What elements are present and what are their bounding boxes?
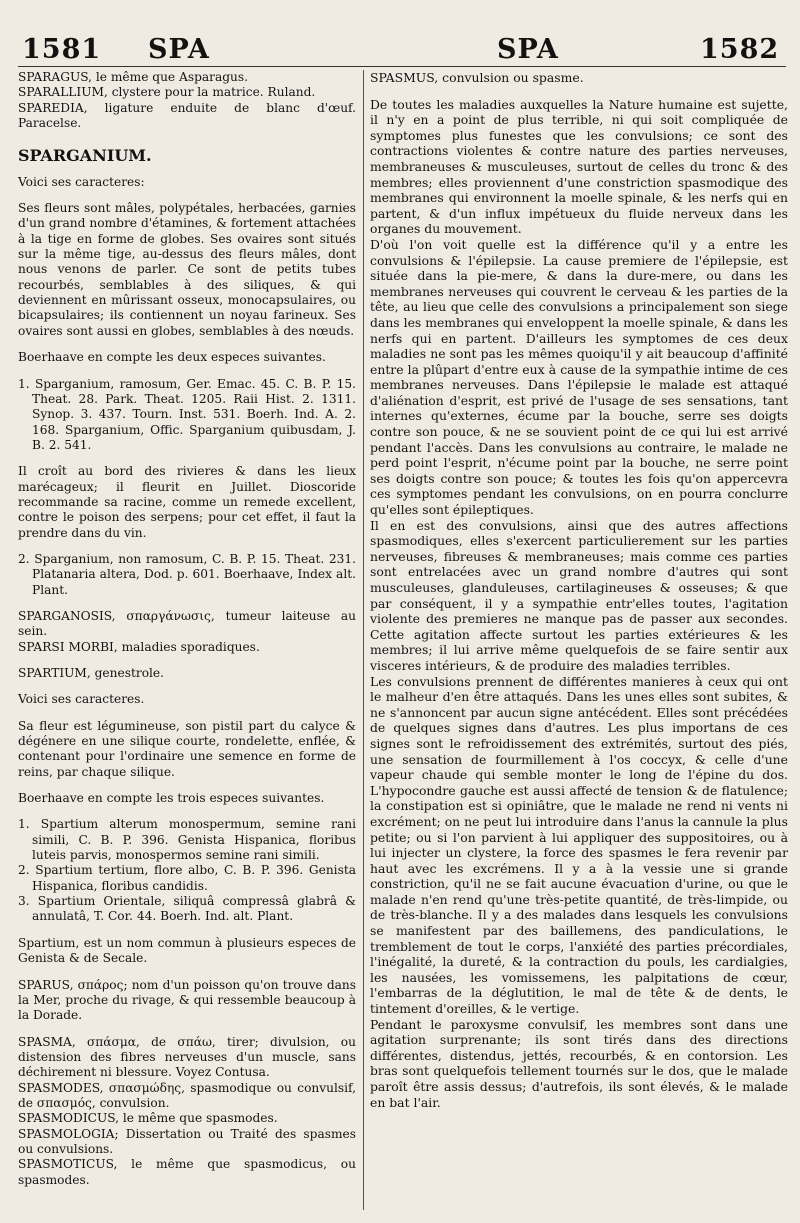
entry-sparus: SPARUS, σπάρος; nom d'un poisson qu'on trouve dans la Mer, proche du rivage, & qui ressemble beaucoup à la Dorade. <box>18 977 356 1023</box>
spartium-species-3: 3. Spartium Orientale, siliquâ compressâ glabrâ & annulatâ, T. Cor. 44. Boerh. Ind. alt. Plant. <box>18 894 356 924</box>
spasmus-paragraph-1: De toutes les maladies auxquelles la Nature humaine est sujette, il n'y en a point de plus terrible, ni qui soit compliquée de symptomes plus funestes que les convulsions; ce sont des contractions violentes & contre nature des parties nerveuses, membraneuses & musculeuses, surtout de celles du tronc & des membres; elles proviennent d'une constriction spasmodique des membranes qui environnent la moelle spinale, & les nerfs qui en partent, & d'un influx impétueux du fluide nerveux dans les organes du mouvement. <box>370 96 788 237</box>
spasmus-paragraph-5: Pendant le paroxysme convulsif, les membres sont dans une agitation surprenante; ils sont tirés dans des directions différentes, distendus, jettés, recourbés, & en contorsion. Les bras sont quelquefois tellement tournés sur le dos, que le malade paroît être assis dessus; d'autrefois, ils sont élevés, & le malade en bat l'air. <box>370 1016 788 1110</box>
sparganium-species-1: 1. Sparganium, ramosum, Ger. Emac. 45. C. B. P. 15. Theat. 28. Park. Theat. 1205. Raii Hist. 2. 1311. Synop. 3. 437. Tourn. Inst. 531. Boerh. Ind. A. 2. 168. Sparganium, Offic. Sparganium quibusdam, J. B. 2. 541. <box>18 376 356 452</box>
spasmus-paragraph-2: D'où l'on voit quelle est la différence qu'il y a entre les convulsions & l'épilepsie. La cause premiere de l'épilepsie, est située dans la pie-mere, & dans la dure-mere, ou dans les membranes nerveuses qui couvrent le cerveau & les parties de la tête, au lieu que celle des convulsions a principalement son siege dans les membranes qui enveloppent la moelle spinale, & dans les nerfs qui en partent. D'ailleurs les symptomes de ces deux maladies ne sont pas les mêmes quoiqu'il y ait beaucoup d'affinité entre la plûpart d'entre eux à cause de la sympathie intime de ces membranes nerveuses. Dans l'épilepsie le malade est attaqué d'aliénation d'esprit, est privé de l'usage de ses sensations, tant internes qu'externes, écume par la bouche, serre ses doigts contre son pouce, & ne se souvient point de ce qui lui est arrivé pendant l'accès. Dans les convulsions au contraire, le malade ne perd point l'esprit, n'écume point par la bouche, ne serre point ses doigts contre son pouce; & toutes les fois qu'on appercevra ces symptomes pendant les convulsions, on en pourra conclurre qu'elles sont épileptiques. <box>370 236 788 518</box>
right-running-title: SPA <box>497 34 559 65</box>
entry-spasmoticus: SPASMOTICUS, le même que spasmodicus, ou spasmodes. <box>18 1157 356 1187</box>
spartium-common-name: Spartium, est un nom commun à plusieurs especes de Genista & de Secale. <box>18 935 356 966</box>
caracteres-heading-2: Voici ses caracteres. <box>18 692 145 707</box>
spasmus-paragraph-4: Les convulsions prennent de différentes manieres à ceux qui ont le malheur d'en être attaqués. Dans les unes elles sont subites, & ne s'annoncent par aucun signe antécédent. Elles sont précédées de quelques signes dans d'autres. Les plus importans de ces signes sont le refroidissement des extrémités, surtout des piés, une sensation de fourmillement à l'os coccyx, & celle d'une vapeur chaude qui semble monter le long de l'épine du dos. L'hypocondre gauche est aussi affecté de tension & de flatulence; la constipation est si opiniâtre, que le malade ne rend ni vents ni excrément; on ne peut lui introduire dans l'anus la cannule la plus petite; ou si l'on parvient à lui appliquer des suppositoires, ou à lui injecter un clystere, la force des spasmes le fera revenir par haut avec les excrémens. Il y a à la vessie une si grande constriction, qu'il ne se fait aucune évacuation d'urine, ou que le malade n'en rend qu'une très-petite quantité, de très-limpide, ou de très-blanche. Il y a des malades dans lesquels les convulsions se manifestent par des baillemens, des pandiculations, le tremblement de tout le corps, l'anxiété des parties précordiales, l'inégalité, la dureté, & la contraction du pouls, les cardialgies, les nausées, les vomissemens, les palpitations de cœur, l'embarras de la déglutition, le mal de tête & de dents, le tintement d'oreilles, & le vertige. <box>370 673 788 1017</box>
entry-spasma: SPASMA, σπάσμα, de σπάω, tirer; divulsion, ou distension des fibres nerveuses d'un muscle, sans déchirement ni blessure. Voyez Contusa. <box>18 1034 356 1080</box>
left-running-title: SPA <box>148 34 210 65</box>
caracteres-heading-1: Voici ses caracteres: <box>18 174 145 189</box>
entry-sparallium: SPARALLIUM, clystere pour la matrice. Ruland. <box>18 85 316 100</box>
spartium-description: Sa fleur est légumineuse, son pistil part du calyce & dégénere en une silique courte, rondelette, enflée, & contenant pour l'ordinaire une semence en forme de reins, par chaque silique. <box>18 718 356 779</box>
sparganium-species-2: 2. Sparganium, non ramosum, C. B. P. 15. Theat. 231. Platanaria altera, Dod. p. 601. Boerhaave, Index alt. Plant. <box>18 551 356 597</box>
column-divider <box>363 70 364 1210</box>
header-rule <box>18 66 786 67</box>
sparganium-description: Ses fleurs sont mâles, polypétales, herbacées, garnies d'un grand nombre d'étamines, & fortement attachées à la tige en forme de globes. Ses ovaires sont situés sur la même tige, au-dessus des fleurs mâles, dont nous venons de parler. Ce sont de petits tubes recourbés, semblables à des siliques, & qui deviennent en mûrissant osseux, monocapsulaires, ou bicapsulaires; ils contiennent un noyau farineux. Ses ovaires sont aussi en globes, semblables à des nœuds. <box>18 201 356 338</box>
spasmus-paragraph-3: Il en est des convulsions, ainsi que des autres affections spasmodiques, elles s'exercent particulierement sur les parties nerveuses, fibreuses & membraneuses; mais comme ces parties sont entrelacées avec un grand nombre d'autres qui sont musculeuses, glanduleuses, cartilagineuses & osseuses; & que par conséquent, il y a sympathie entr'elles toutes, l'agitation violente des premieres ne manque pas de passer aux secondes. Cette agitation affecte surtout les parties extérieures & les membres; il lui arrive même quelquefois de se faire sentir aux visceres intérieurs, & de produire des maladies terribles. <box>370 517 788 673</box>
entry-spasmodes: SPASMODES, σπασμώδης, spasmodique ou convulsif, de σπασμός, convulsion. <box>18 1080 356 1110</box>
entry-spasmologia: SPASMOLOGIA; Dissertation ou Traité des spasmes ou convulsions. <box>18 1126 356 1156</box>
entry-sparagus: SPARAGUS, le même que Asparagus. <box>18 70 249 84</box>
entry-sparganium-heading: SPARGANIUM. <box>18 146 152 166</box>
right-column <box>370 70 788 1110</box>
left-column <box>18 70 356 1188</box>
spartium-species-2: 2. Spartium tertium, flore albo, C. B. P. 396. Genista Hispanica, floribus candidis. <box>18 863 356 893</box>
sparganium-habitat: Il croît au bord des rivieres & dans les lieux marécageux; il fleurit en Juillet. Dioscoride recommande sa racine, comme un remede excellent, contre le poison des serpens; pour cet effet, il faut la prendre dans du vin. <box>18 464 356 540</box>
spartium-species-1: 1. Spartium alterum monospermum, semine rani simili, C. B. P. 396. Genista Hispanica, floribus luteis parvis, monospermos semine rani simili. <box>18 817 356 863</box>
left-page-number: 1581 <box>22 34 102 65</box>
right-page-number: 1582 <box>700 34 780 65</box>
boerhaave-three-species: Boerhaave en compte les trois especes suivantes. <box>18 791 325 806</box>
entry-sparganosis: SPARGANOSIS, σπαργάνωσις, tumeur laiteuse au sein. <box>18 608 356 639</box>
entry-spasmus: SPASMUS, convulsion ou spasme. <box>370 70 584 85</box>
entry-spartium: SPARTIUM, genestrole. <box>18 666 165 680</box>
boerhaave-two-species: Boerhaave en compte les deux especes suivantes. <box>18 350 326 365</box>
entry-spasmodicus: SPASMODICUS, le même que spasmodes. <box>18 1111 278 1126</box>
entry-sparsi-morbi: SPARSI MORBI, maladies sporadiques. <box>18 639 260 654</box>
entry-sparedia: SPAREDIA, ligature enduite de blanc d'œuf. Paracelse. <box>18 100 356 131</box>
